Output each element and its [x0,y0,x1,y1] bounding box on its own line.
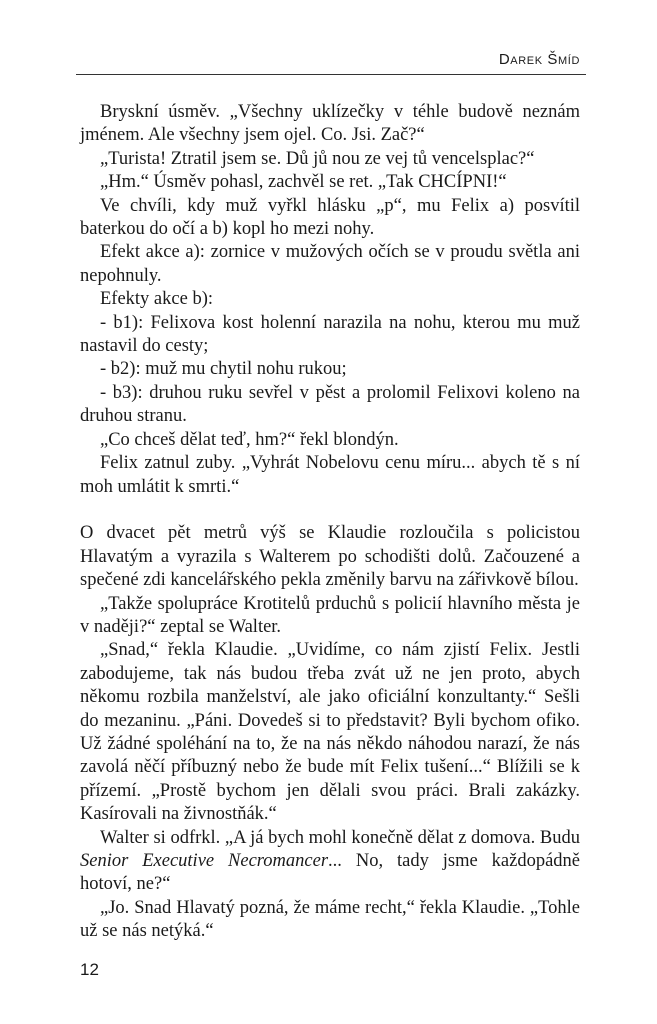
author-name: Darek Šmíd [498,51,580,68]
paragraph-8: - b2): muž mu chytil nohu rukou; [100,359,347,380]
paragraph-5: Efekt akce a): zornice v mužových očích se v proudu světla ani nepohnuly. [80,242,580,286]
paragraph-6: Efekty akce b): [100,289,213,310]
paragraph-9: - b3): druhou ruku sevřel v pěst a prolomil Felixovi koleno na druhou stranu. [80,382,580,427]
paragraph-11: Felix zatnul zuby. „Vyhrát Nobelovu cenu míru... abych tě s ní moh umlátit k smrti.“ [80,453,580,497]
paragraph-7: - b1): Felixova kost holenní narazila na nohu, kterou mu muž nastavil do cesty; [80,312,580,357]
paragraph-14: „Snad,“ řekla Klaudie. „Uvidíme, co nám zjistí Felix. Jestli zabodujeme, tak nás budou třeba zvát už ne jen proto, abych někomu rozbila manželství, ale jako oficiální konzultanty.“ Sešli do mezaninu. „Páni. Dovedeš si to představit? Byli bychom ofiko. Už žádné spoléhání na to, že na nás někdo náhodou narazí, že nás zavolá něčí příbuzný nebo že bude mít Felix tušení...“ Blížili se k přízemí. „Prostě bychom jen dělali svou práci. Brali zakázky. Kasírovali na živnostňák.“ [80,640,580,825]
paragraph-16: „Jo. Snad Hlavatý pozná, že máme recht,“ řekla Klaudie. „Tohle už se nás netýká.“ [80,897,580,942]
paragraph-4: Ve chvíli, kdy muž vyřkl hlásku „p“, mu Felix a) posvítil baterkou do očí a b) kopl ho mezi nohy. [80,195,580,240]
paragraph-10: „Co chceš dělat teď, hm?“ řekl blondýn. [100,429,399,450]
page-number: 12 [80,960,99,979]
paragraph-13: „Takže spolupráce Krotitelů prduchů s policií hlavního města je v naději?“ zeptal se Walter. [80,593,580,637]
running-head [76,50,586,75]
paragraph-2: „Turista! Ztratil jsem se. Dů jů nou ze vej tů vencelsplac?“ [100,148,535,169]
italic-phrase: Senior Executive Necromancer [80,850,329,871]
paragraph-3: „Hm.“ Úsměv pohasl, zachvěl se ret. „Tak CHCÍPNI!“ [100,172,507,193]
body-text [80,101,580,944]
paragraph-15: Walter si odfrkl. „A já bych mohl konečně dělat z domova. Budu Senior Executive Necromancer... No, tady jsme každopádně hotoví, ne?“ [80,827,580,895]
paragraph-1: Bryskní úsměv. „Všechny uklízečky v téhle budově neznám jménem. Ale všechny jsem ojel. Co. Jsi. Zač?“ [80,102,580,146]
paragraph-12: O dvacet pět metrů výš se Klaudie rozloučila s policistou Hlavatým a vyrazila s Walterem po schodišti dolů. Začouzené a spečené zdi kancelářského pekla změnily barvu na zářivkově bílou. [80,523,580,591]
